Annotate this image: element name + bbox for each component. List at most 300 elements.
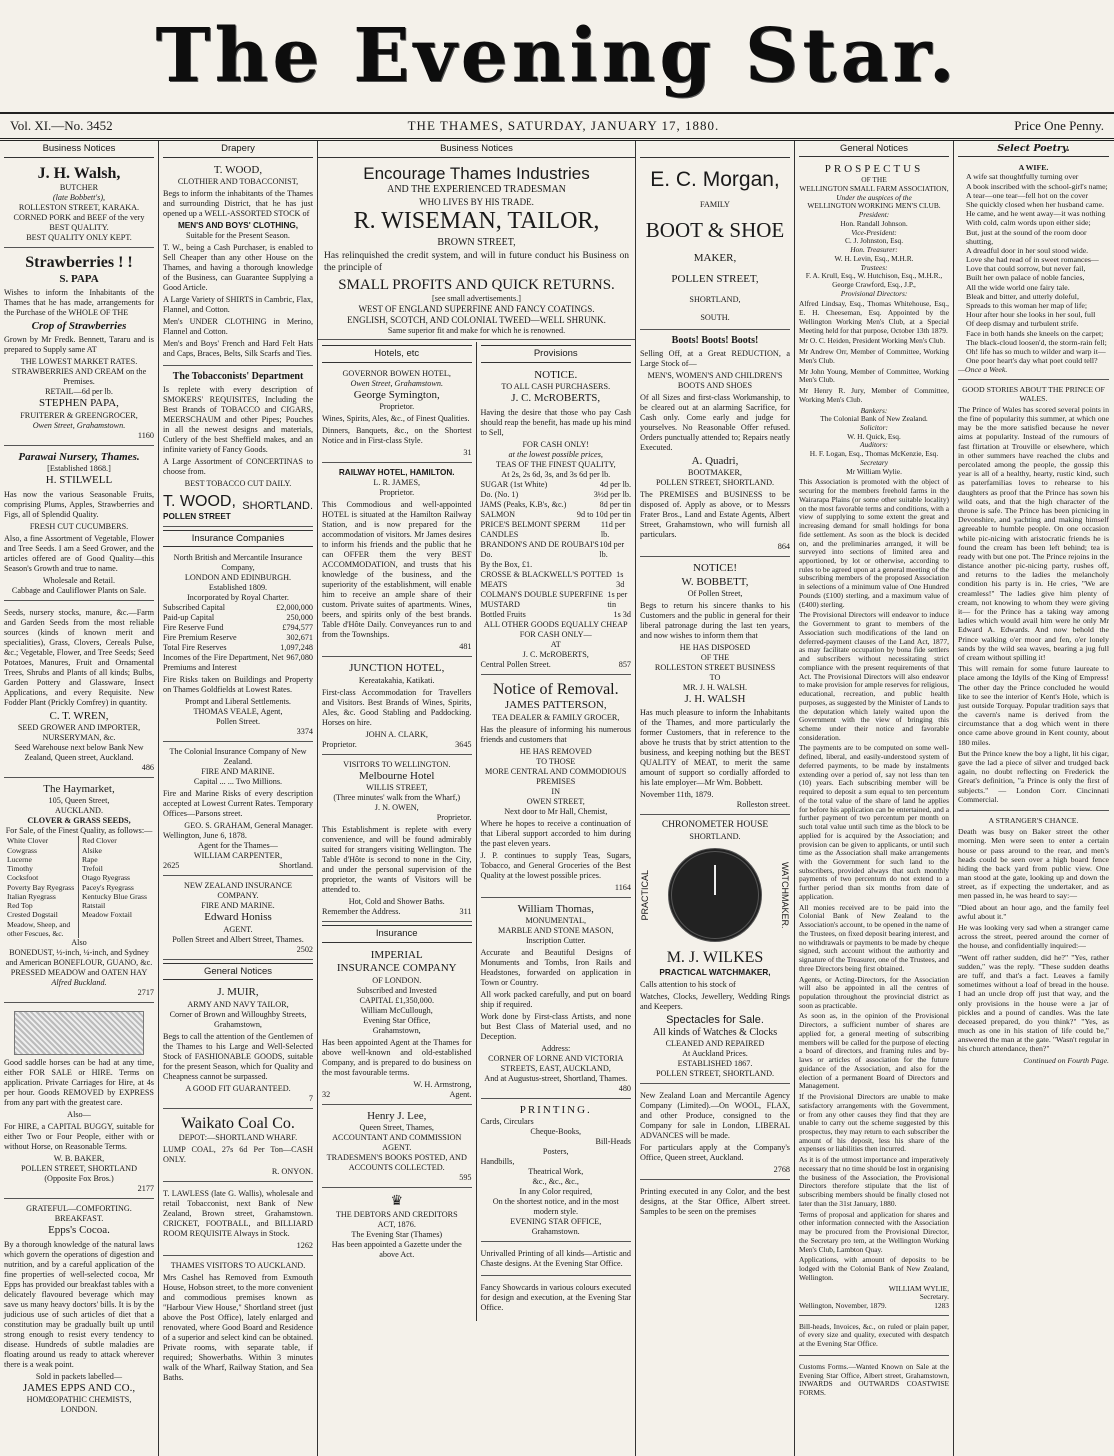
ad-customs-forms <box>799 1358 949 1404</box>
ad-text: President: <box>858 210 890 220</box>
ad-text: Hon. Randall Johnson. <box>840 218 908 228</box>
ad-text: All work packed carefully, and put on board ship if required. <box>480 990 631 1010</box>
capital-row-label: Total Fire Reserves <box>163 643 227 653</box>
ad-text: Pollen Street and Albert Street, Thames. <box>172 934 304 944</box>
ad-text: Seeds, nursery stocks, manure, &c.—Farm and Garden Seeds from the most reliable sources (kinds of known merit and specialities), Grass, Clovers, Cereals Pulse, &c.; Vegetable, Flower, and Tree Seeds; Seed Potatoes, Manures, Fruit and Ornamental Trees, Shrubs and Plants of all kinds; Bulbs, Garden Pottery and Glassware, Insect Applications, and every Requisite. New Fodder Plant (Prickly Comfrey) in quantity. <box>4 607 154 707</box>
ad-text: MARBLE AND STONE MASON, <box>498 926 614 936</box>
ad-text: IN <box>551 786 561 796</box>
poem-a-wife <box>958 160 1109 379</box>
ad-text: BROWN STREET, <box>437 236 516 248</box>
section-header: Insurance Companies <box>163 530 313 548</box>
ad-title: North British and Mercantile Insurance Company, <box>173 553 303 573</box>
ad-quadri-boots <box>640 332 790 558</box>
ad-text: AT <box>550 639 561 649</box>
ad-text: All kinds of Watches & Clocks <box>652 1026 778 1038</box>
ad-text: Spectacles for Sale. <box>666 1013 764 1026</box>
ad-text: Corner of Brown and Willoughby Streets, Grahamstown, <box>169 1009 307 1029</box>
ad-prospectus <box>799 160 949 1316</box>
ad-number: 2177 <box>137 1184 154 1194</box>
ad-title: Encourage Thames Industries <box>363 163 590 183</box>
seed-item: Poverty Bay Ryegrass <box>7 882 75 892</box>
ad-unrivalled-printing <box>481 1244 632 1276</box>
ad-title: J. H. Walsh, <box>37 164 121 182</box>
ad-text: Where he hopes to receive a continuation of that Liberal support accorded to him during the past eleven years. <box>480 818 631 848</box>
price-row-label: PRICE'S BELMONT SPERM CANDLES <box>480 519 581 539</box>
ad-text: Agent. <box>449 1089 472 1099</box>
column-header: Drapery <box>163 143 313 158</box>
ad-text: Has now the various Seasonable Fruits, comprising Plums, Apples, Strawberries and Figs, all of Splendid Quality. <box>4 489 154 519</box>
ad-wiseman-tailor <box>318 161 635 341</box>
price-row-value: 4d per lb. <box>599 479 631 489</box>
ad-text: Auditors: <box>860 440 888 450</box>
ad-text: SHORTLAND, <box>689 294 741 304</box>
ad-text: Is replete with every description of SMOKERS' REQUISITES, Including the Best Brands of TOBACCO and CIGARS, MEERSCHAUM and other Pipes; Pouches in all the newest designs and materials, Cutlery of the best Sheffield makes, and an infinite variety of Fancy Goods. <box>163 385 313 455</box>
poem-line: With cold, calm words upon either side; <box>966 218 1091 228</box>
ad-text: Sold in packets labelled— <box>35 1371 123 1381</box>
ad-text: Fire and Marine Risks of every description accepted at Lowest Current Rates. Temporary Offices—Parsons street. <box>163 789 313 819</box>
ad-text: ROLLESTON STREET, KARAKA. <box>18 203 140 213</box>
ad-text: Solicitor: <box>860 423 888 432</box>
ad-text: CLEANED AND REPAIRED <box>665 1039 765 1049</box>
ad-text: Agent for the Thames— <box>198 841 278 851</box>
ad-text: Also— <box>67 1110 91 1120</box>
poem-line: Built her own palace of noble fancies, <box>966 273 1085 283</box>
ad-text: Bankers: <box>860 405 888 415</box>
column-header: Business Notices <box>4 143 154 158</box>
ad-text: Cards, Circulars <box>480 1117 534 1127</box>
ad-text: Begs to return his sincere thanks to his Customers and the public in general for their liberal patronage during the last ten years, and now wishes to inform them that <box>640 601 790 641</box>
ad-text: For HIRE, a CAPITAL BUGGY, suitable for either Two or Four People, either with or without Horse, on Reasonable Terms. <box>4 1122 154 1152</box>
ad-text: Inscription Cutter. <box>525 936 586 946</box>
article-title: A STRANGER'S CHANCE. <box>988 815 1079 825</box>
price: Price One Penny. <box>1014 118 1104 133</box>
capital-row-value: £794,577 <box>282 623 313 633</box>
ad-text: J. C. McROBERTS, <box>522 649 589 659</box>
capital-row <box>163 603 313 613</box>
ad-bobbett-notice <box>640 559 790 815</box>
ad-text: SHORTLAND. <box>689 832 741 841</box>
ad-text: Cabbage and Cauliflower Plants on Sale. <box>11 585 147 595</box>
ad-text: Applications, with amount of deposits to be lodged with the Colonial Bank of New Zealand, Wellington. <box>799 1255 949 1282</box>
ad-text: A Large Assortment of CONCERTINAS to choose from. <box>163 457 313 477</box>
column-6 <box>795 141 954 1456</box>
ad-north-british <box>163 550 313 742</box>
ad-text: SHORTLAND. <box>242 500 313 513</box>
ad-title: JUNCTION HOTEL, <box>349 662 445 675</box>
ad-text: Terms of proposal and application for shares and other information connected with the Association may be procured from the Provisional Director, the Secretary pro tem, at the Wellington Working Men's Club, Lambton Quay. <box>799 1209 949 1254</box>
ad-text: EVENING STAR OFFICE, <box>510 1217 602 1227</box>
ad-text: TO THOSE <box>536 756 576 766</box>
ad-text: MONUMENTAL, <box>525 916 587 926</box>
ad-text: CORNED PORK and BEEF of the very BEST QUALITY. <box>13 213 145 233</box>
ad-text: George Symington, <box>353 388 440 401</box>
ad-text: FAMILY <box>700 200 730 210</box>
ad-text: POLLEN STREET, <box>671 273 759 286</box>
capital-row <box>163 633 313 643</box>
ad-text: Watches, Clocks, Jewellery, Wedding Rings and Keepers. <box>640 991 790 1011</box>
poem-line: Hour after hour she looks in her soul, full <box>966 310 1096 320</box>
ad-text: Trustees: <box>860 262 888 272</box>
column-5 <box>636 141 795 1456</box>
ad-debtors-act <box>322 1190 472 1264</box>
ad-number: 2625 <box>163 861 180 871</box>
ad-text: At Auckland Prices. <box>682 1049 748 1059</box>
masthead <box>0 0 1114 112</box>
ad-text: For Sale, of the Finest Quality, as follows:— <box>5 826 153 836</box>
ad-text: Owen Street, Grahamstown. <box>350 378 443 388</box>
ad-text: Hot, Cold and Shower Baths. <box>348 897 445 907</box>
poem-line: Of deep dismay and turbulent strife. <box>966 319 1079 329</box>
ad-text: Established 1809. <box>208 583 268 593</box>
ad-governor-bowen <box>322 366 472 463</box>
ad-text: Subscribed and Invested <box>356 985 437 995</box>
seed-item: Alsike <box>82 845 102 855</box>
ad-text: November 11th, 1879. <box>640 790 714 800</box>
ad-text: Shortland. <box>279 861 313 871</box>
ad-text: SMALL PROFITS AND QUICK RETURNS. <box>338 277 615 294</box>
ad-text: (Opposite Fox Bros.) <box>44 1174 114 1184</box>
ad-text: Calls attention to his stock of <box>640 979 736 989</box>
ad-title: Notice of Removal. <box>492 680 619 698</box>
ad-title: NOTICE. <box>534 368 578 381</box>
ad-title: W. B. BAKER, <box>53 1154 105 1164</box>
seed-item: Meadow, Sheep, and other Fescues, &c. <box>7 919 71 938</box>
ad-text: Secretary <box>859 457 889 467</box>
ad-text: LONDON AND EDINBURGH. <box>184 573 292 583</box>
ad-text: POLLEN STREET, SHORTLAND. <box>655 478 775 488</box>
ad-text: TEAS OF THE FINEST QUALITY, <box>495 459 616 469</box>
ad-text: THE LOWEST MARKET RATES. <box>20 357 138 367</box>
column-heads <box>318 141 635 161</box>
ad-text: Grahamstown. <box>531 1227 580 1237</box>
ad-text: Next door to Mr Hall, Chemist, <box>504 806 608 816</box>
seed-item: Red Clover <box>82 836 117 846</box>
ad-text: BONEDUST, ½-inch, ¼-inch, and Sydney and American BONEFLOUR, GUANO, &c. PRESSED MEADOW and OATEN HAY <box>5 948 153 978</box>
ad-waikato-coal <box>163 1111 313 1183</box>
masthead-title: The Evening Star. <box>155 13 959 99</box>
ad-text: S. PAPA <box>59 272 99 285</box>
price-row-label: Bottled Fruits <box>480 609 526 619</box>
price-row-value: 9d to 10d per tin <box>576 509 631 519</box>
ad-text: DEPOT:—SHORTLAND WHARF. <box>178 1133 298 1143</box>
poem-line: Love she had read of in sweet romances— <box>966 255 1099 265</box>
ad-wilkes-watchmaker <box>640 817 790 1084</box>
ad-title: CHRONOMETER HOUSE <box>661 820 769 831</box>
capital-row <box>163 623 313 633</box>
price-row <box>481 490 632 500</box>
ad-text: Proprietor. <box>436 813 472 823</box>
ad-text: OWEN STREET, <box>526 796 585 806</box>
price-row <box>481 590 632 610</box>
ad-text: GRATEFUL—COMFORTING. <box>26 1204 132 1214</box>
ad-number: 2502 <box>296 944 313 954</box>
ad-text: CORNER OF LORNE AND VICTORIA STREETS, EAST, AUCKLAND, <box>488 1054 624 1074</box>
ad-text: W. H. Levin, Esq., M.H.R. <box>834 253 914 263</box>
ad-text: Mr William Wylie. <box>846 466 902 476</box>
poem-line: A dreadful door in her soul stood wide. <box>966 245 1089 255</box>
ad-title: RAILWAY HOTEL, HAMILTON. <box>338 468 455 478</box>
ad-printing-colors <box>640 1182 790 1223</box>
ad-number: 1262 <box>296 1241 313 1251</box>
ad-number: 595 <box>459 1172 472 1182</box>
ad-text: Cheque-Books, <box>530 1127 582 1137</box>
seed-item: Cowgrass <box>7 845 37 855</box>
poem-line: All the wide world one fairy tale. <box>966 282 1070 292</box>
ad-text: AGENT. <box>223 924 253 934</box>
ad-text: And at Augustus-street, Shortland, Thames. <box>484 1074 628 1084</box>
ad-text: New Zealand Loan and Mercantile Agency Company (Limited).—On WOOL, FLAX, and other Produce, consigned to the Company for sale in London, LIBERAL ADVANCES will be made. <box>640 1091 790 1141</box>
ad-text: Owen Street, Grahamstown. <box>32 420 126 430</box>
poem-line: A tear—one tear—fell hot on the cover <box>966 190 1089 200</box>
ad-text: BREAKFAST. <box>54 1214 104 1224</box>
ad-text: Good saddle horses can be had at any time, either FOR SALE or HIRE. Terms on application. Private Carriages for Hire, at 4s per hour. Goods REMOVED by EXPRESS from any part with the greatest care. <box>4 1058 154 1108</box>
article-text: "Went off rather sudden, did he?" "Yes, rather sudden," was the reply. "These sudden deaths are tuff, and that's a fact. Leaves a family sometimes without a loaf of bread in the house. I had an uncle drop off just that way, and the only provisions in the house were a jar of pickles and a pound of candles. Was the late deceased prepared, do you think?" "Yes, as much as one in his station of life could be," answered the man at the gate. "Wasn't regular in his church attendance, then?" <box>958 952 1109 1054</box>
ad-title: J. MUIR, <box>217 986 259 999</box>
ad-text: AUCKLAND. <box>55 806 103 816</box>
column-3-4 <box>318 141 636 1456</box>
ad-text: [see small advertisements.] <box>432 294 521 304</box>
ad-lawless <box>163 1184 313 1256</box>
ad-text: Secretary. <box>919 1292 949 1302</box>
seed-list <box>4 836 154 938</box>
ad-text: ACT, 1876. <box>377 1219 416 1229</box>
price-row-label: COLMAN'S DOUBLE SUPERFINE MUSTARD <box>480 589 603 609</box>
ad-title: Strawberries ! ! <box>25 254 133 272</box>
capital-row-label: Subscribed Capital <box>163 603 226 613</box>
ad-text: MEN'S AND BOYS' CLOTHING, <box>177 220 299 230</box>
ad-number: 857 <box>618 659 631 669</box>
ad-printing <box>481 1101 632 1242</box>
ad-title: PROSPECTUS <box>824 163 924 176</box>
ad-epps-cocoa <box>4 1201 154 1419</box>
ad-text: WILLIAM WYLIE, <box>888 1283 949 1293</box>
ad-text: Provisional Directors: <box>840 288 908 298</box>
ad-text: Prompt and Liberal Settlements. <box>185 697 291 707</box>
ad-mcroberts <box>481 366 632 675</box>
ad-walsh-butcher <box>4 161 154 249</box>
ad-text: INSURANCE COMPANY <box>336 962 457 975</box>
ad-baker-horses <box>4 1005 154 1199</box>
ad-text: Kereatakahia, Katikati. <box>358 675 435 685</box>
ad-text: Suitable for the Present Season. <box>186 230 290 240</box>
price-row <box>481 560 632 570</box>
ad-text: Seed Warehouse next below Bank New Zealand, Queen street, Auckland. <box>14 743 144 763</box>
ad-text: H. F. Logan, Esq., Thomas McKenzie, Esq. <box>809 449 939 459</box>
ad-text: HE HAS DISPOSED <box>679 643 751 653</box>
ad-text: Accurate and Beautiful Designs of Monuments and Tombs, Iron Rails and Headstones, forwarded on application in Town or Country. <box>480 948 631 988</box>
price-row <box>481 570 632 590</box>
capital-row-label: Paid-up Capital <box>163 613 215 623</box>
ad-railway-hotel <box>322 465 472 657</box>
column-1 <box>0 141 159 1456</box>
seed-item: Timothy <box>7 864 33 874</box>
ad-text: at the lowest possible prices, <box>508 449 603 459</box>
ad-text: OF THE <box>700 653 730 663</box>
carriage-illustration <box>14 1011 144 1055</box>
ad-colonial-insurance <box>163 744 313 876</box>
ad-text: Bill-heads, Invoices, &c., on ruled or plain paper, of every size and quality, executed with despatch at the Evening Star Office. <box>799 1321 949 1349</box>
ad-text: Work done by First-class Artists, and none but Best Class of Material used, and no Deception. <box>480 1012 631 1042</box>
capital-row-value: 250,000 <box>286 613 313 623</box>
poem-line: The black-cloud loosen'd, the storm-rain fell; <box>966 337 1107 347</box>
ad-muir-tailor <box>163 983 313 1108</box>
ad-text: modern style. <box>533 1207 579 1217</box>
capital-row-label: Fire Reserve Fund <box>163 623 224 633</box>
ad-text: The Colonial Bank of New Zealand. <box>820 414 928 424</box>
ad-title: THE DEBTORS AND CREDITORS <box>335 1209 458 1219</box>
article-title: A WIFE. <box>1018 163 1049 173</box>
price-list <box>481 480 632 620</box>
ad-text: Pollen Street. <box>215 717 261 727</box>
article-prince-of-wales <box>958 382 1109 811</box>
ad-text: BEST TOBACCO CUT DAILY. <box>184 479 292 489</box>
ad-text: Theatrical Work, <box>528 1167 584 1177</box>
price-row-value: 8d per tin <box>599 499 631 509</box>
price-row-value: 1s per tin <box>607 589 628 609</box>
seed-item: Meadow Foxtail <box>82 910 132 920</box>
column-header <box>640 143 790 158</box>
seed-list-left <box>4 836 79 938</box>
ad-title: Henry J. Lee, <box>367 1109 427 1122</box>
price-row-value: 1s 3d <box>616 569 625 589</box>
capital-row-value: £2,000,000 <box>276 603 313 613</box>
price-row-label: SUGAR (1st White) <box>480 479 548 489</box>
price-row <box>481 500 632 510</box>
capital-row-value: 302,671 <box>286 633 313 643</box>
ad-footer <box>799 1302 949 1311</box>
article-title: GOOD STORIES ABOUT THE PRINCE OF WALES. <box>962 384 1105 403</box>
ad-footer <box>322 740 472 750</box>
ad-text: Having the desire that those who pay Cash should reap the benefit, has made up his mind to Sell, <box>480 407 631 437</box>
price-row <box>481 540 632 560</box>
capital-row-value: 967,080 <box>286 653 313 663</box>
seed-item: Pacey's Ryegrass <box>82 882 134 892</box>
ad-text: In any Color required, <box>519 1187 593 1197</box>
ad-title: C. T. WREN, <box>49 709 109 722</box>
ad-text: ESTABLISHED 1867. <box>677 1059 753 1069</box>
ad-text: HE HAS REMOVED <box>519 746 592 756</box>
price-row-label: By the Box, £1. <box>480 559 533 569</box>
ad-text: MAKER, <box>693 251 737 264</box>
ad-footer <box>322 907 472 917</box>
ad-melbourne-hotel <box>322 757 472 922</box>
ad-william-thomas <box>481 900 632 1099</box>
ad-number: 2717 <box>137 988 154 998</box>
ad-text: The Provisional Directors will endeavor to induce the Government to grant to members of the Association such modifications of the land on deferred-payment clauses of the Land Act, 1877, as may facilitate occupation by bona fide settlers and subscribers without necessitating strict compliance with the present requirements of that Act. The Provisional Directors will also endeavor to make provision for ample reserves for religious, educational, recreation, and public health purposes, as suggested by the Minister of Lands to the deputation which lately waited upon the Government with the view of bringing this scheme under their notice and favorable consideration. <box>799 610 949 742</box>
column-3 <box>318 342 477 1321</box>
price-row-label: BRANDON'S AND DE ROUBAI'S Do. <box>480 539 599 559</box>
ad-text: STEPHEN PAPA, <box>39 397 119 410</box>
ad-text: The PREMISES and BUSINESS to be disposed of. Apply as above, or to Messrs Frater Bros., Land and Estate Agents, Albert Street, Grahamstown, who will furnish all particulars. <box>640 490 790 540</box>
ad-notice-of-removal <box>481 677 632 898</box>
article-text: Death was busy on Baker street the other morning. Men were seen to enter a certain house or pass around to the rear, and men's heads could be seen over a high board fence hiding the back yard from public view. One man stood at the gate, looking up and down the street, as if expecting the undertaker, and as men passed in, he was heard to say:— <box>958 827 1109 901</box>
ad-text: ACCOUNTANT AND COMMISSION AGENT. <box>332 1132 462 1152</box>
price-row-value: 3½d per lb. <box>593 489 631 499</box>
ad-text: (Three minutes' walk from the Wharf,) <box>333 793 461 803</box>
seed-item: Lucerne <box>7 854 32 864</box>
ad-text: Has much pleasure to inform the Inhabitants of the Thames, and more particularly the former Customers, that in reference to the above he trusts that by strict attention to the business, and keeping nothing but the BEST QUALITY of MEAT, to merit the same amount of support so cordially afforded to his late employer—Mr Wm. Bobbett. <box>640 708 790 788</box>
column-4 <box>477 342 636 1321</box>
ad-text: Melbourne Hotel <box>359 769 435 782</box>
ad-fancy-showcards <box>481 1278 632 1319</box>
ad-text: T. WOOD, <box>163 493 236 511</box>
price-row <box>481 480 632 490</box>
ad-text: BOOT & SHOE <box>645 218 785 243</box>
ad-text: By a thorough knowledge of the natural laws which govern the operations of digestion and nutrition, and by a careful application of the fine properties of well-selected cocoa, Mr Epps has provided our breakfast tables with a delicately flavoured beverage which may save us many heavy doctors' bills. It is by the judicious use of such articles of diet that a constitution may be gradually built up until strong enough to resist every tendency to disease. Hundreds of subtle maladies are floating around us ready to attack wherever there is a weak point. <box>4 1239 154 1369</box>
ad-text: Grown by Mr Fredk. Bennett, Tararu and is prepared to Supply same AT <box>4 335 154 355</box>
ad-text: WILLIS STREET, <box>366 783 428 793</box>
ad-text: Of all Sizes and first-class Workmanship, to be cleared out at an alarming Sacrifice, for Cash only. Come early and judge for yourselves. No Reasonable Offer refused. Orders punctually attended to; Repairs neatly Executed. <box>640 392 790 452</box>
price-row-label: SALMON <box>480 509 516 519</box>
ad-text: Incorporated by Royal Charter. <box>187 593 289 603</box>
article-text: "Died about an hour ago, and the family feel awful about it." <box>958 902 1109 921</box>
ad-title: The Haymarket, <box>43 783 115 796</box>
ad-title: NOTICE! <box>693 562 737 575</box>
ad-title: PRINTING. <box>519 1104 592 1117</box>
ad-nz-loan <box>640 1086 790 1180</box>
ad-parawai-nursery <box>4 448 154 601</box>
ad-text: A GOOD FIT GUARANTEED. <box>185 1083 291 1093</box>
seed-item: Ratstail <box>82 901 106 911</box>
columns <box>0 141 1114 1456</box>
ad-text: &c., &c., &c., <box>532 1177 579 1187</box>
ad-text: Wishes to inform the Inhabitants of the Thames that he has made, arrangements for the Purchase of the WHOLE OF THE <box>4 288 154 318</box>
crest-icon: ♛ <box>390 1193 404 1209</box>
ad-text: Handbills, <box>480 1157 515 1167</box>
ad-thames-visitors <box>163 1258 313 1389</box>
ad-text: Has been appointed a Gazette under the above Act. <box>331 1239 462 1259</box>
ad-text: WILLIAM CARPENTER, <box>193 851 283 861</box>
ad-text: A Large Variety of SHIRTS in Cambric, Flax, Flannel, and Cotton. <box>163 294 313 314</box>
ad-title: IMPERIAL <box>370 948 423 961</box>
ad-text: This Commodious and well-appointed HOTEL is situated at the Hamilton Railway Station, and is now prepared for the accommodation of visitors. Mr James desires to inform his friends and the public that he can OFFER them the very BEST ACCOMMODATION, and trusts that his knowledge of the business, and the superiority of the establishment, will enable him to receive an ample share of their custom. Private suites of apartments. Wines, beers, and spirits only of the best brands. Table d'Hôte Daily. Conveyances run to and from the Townships. <box>322 500 472 640</box>
ad-text: Mr Henry R. Jury, Member of Committee, Working Men's Club. <box>799 386 949 404</box>
ad-title: GOVERNOR BOWEN HOTEL, <box>342 368 451 378</box>
ad-text: L. R. JAMES, <box>373 478 421 488</box>
ad-text: (late Bobbett's), <box>52 193 106 203</box>
price-row-label: CROSSE & BLACKWELL'S POTTED MEATS <box>480 569 612 589</box>
ad-text: M. J. WILKES <box>666 949 764 966</box>
poem-line: Bleak and bitter, and utterly doleful, <box>966 291 1079 301</box>
section-header: Provisions <box>481 345 632 363</box>
watch-illustration <box>640 842 790 948</box>
column-2 <box>159 141 318 1456</box>
capital-row <box>163 643 313 653</box>
ad-text: Same superior fit and make for which he is renowned. <box>387 326 566 336</box>
column-header: Business Notices <box>318 141 635 158</box>
ad-text: T. LAWLESS (late G. Wallis), wholesale and retail Tobacconist, next Bank of New Zealand, Brown street, Grahamstown. CRICKET, FOOTBALL, and BILLIARD ROOM REQUISITE Always in Stock. <box>163 1189 313 1239</box>
seed-item: Rape <box>82 854 98 864</box>
ad-text: POLLEN STREET, SHORTLAND. <box>655 1069 775 1079</box>
ad-text: CAPITAL £1,350,000. <box>359 995 435 1005</box>
ad-title: The Tobacconists' Department <box>172 370 304 382</box>
ad-text: R. WISEMAN, TAILOR, <box>353 208 600 235</box>
price-row-value: 1s 3d <box>613 609 631 619</box>
ad-text: J. C. McROBERTS, <box>511 392 601 405</box>
ad-text: SOUTH. <box>700 312 730 322</box>
ad-text: Printing executed in any Color, and the best designs, at the Star Office, Albert street. Samples to be seen on the premises <box>640 1187 790 1217</box>
ad-text: STRAWBERRIES AND CREAM on the Premises. <box>11 367 147 387</box>
ad-text: As soon as, in the opinion of the Provisional Directors, a sufficient number of shares are applied for, a general meeting of subscribing members will be called for the purpose of electing a board of directors, and framing rules and by-laws or articles of association for the future guidance of the Association, and also for the election of a permanent Board of Directors and Management. <box>799 1011 949 1091</box>
ad-number: 1283 <box>934 1300 949 1310</box>
ad-text: [Established 1868.] <box>47 464 111 474</box>
ad-footer <box>322 1090 472 1100</box>
ad-text: CLOVER & GRASS SEEDS, <box>27 816 131 826</box>
ad-text: Wellington, November, 1879. <box>799 1300 887 1310</box>
ad-text: J. P. continues to supply Teas, Sugars, Tobacco, and General Groceries of the Best Quality at the lowest possible prices. <box>480 850 631 880</box>
ad-text: Has been appointed Agent at the Thames for above well-known and old-established Company, and is prepared to do business on the most favourable terms. <box>322 1037 472 1077</box>
ad-text: Hon. Treasurer: <box>850 245 898 255</box>
